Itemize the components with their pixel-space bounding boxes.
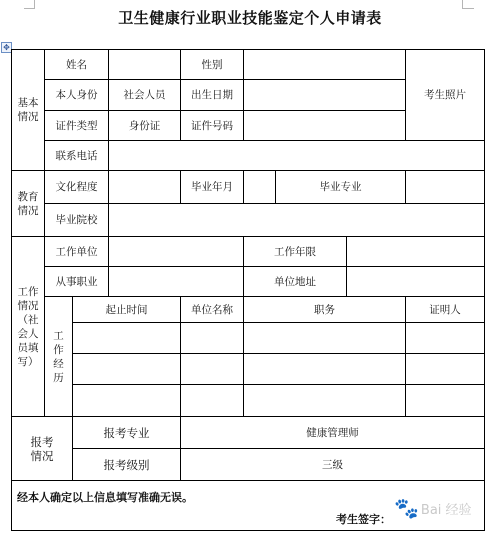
watermark-text: Bai 经验 [420, 502, 472, 518]
education-level-label: 文化程度 [55, 181, 98, 193]
column-header-period: 起止时间 [105, 303, 148, 316]
declaration-statement: 经本人确定以上信息填写准确无误。 [17, 491, 193, 504]
work-section-label [12, 237, 44, 416]
exam-section-label [12, 417, 72, 480]
experience-row-1[interactable] [73, 323, 484, 353]
graduation-date-label: 毕业年月 [191, 181, 233, 193]
gender-field[interactable] [244, 50, 405, 79]
phone-label: 联系电话 [55, 149, 98, 162]
id-number-label: 证件号码 [191, 119, 233, 132]
photo-area[interactable] [406, 50, 484, 140]
experience-row-3[interactable] [73, 385, 484, 416]
signature-label: 考生签字： [336, 513, 391, 526]
id-type-label: 证件类型 [55, 119, 98, 132]
section-label-text: 报考情况 [30, 434, 54, 463]
work-years-label: 工作年限 [274, 245, 316, 258]
exam-major-label: 报考专业 [103, 425, 150, 440]
education-section-label [12, 171, 44, 236]
unit-address-label: 单位地址 [274, 275, 316, 288]
table-border [11, 530, 485, 531]
column-header-position: 职务 [314, 303, 335, 316]
identity-label: 本人身份 [55, 89, 98, 101]
id-type-value[interactable]: 身份证 [128, 119, 161, 132]
work-unit-label: 工作单位 [55, 245, 98, 258]
identity-value[interactable]: 社会人员 [123, 89, 166, 101]
school-label: 毕业院校 [55, 214, 98, 226]
exam-level-value[interactable]: 三级 [322, 458, 343, 471]
name-field[interactable] [109, 50, 180, 79]
phone-field[interactable] [109, 141, 484, 170]
work-experience-label [45, 297, 72, 416]
section-label-text: 教育情况 [17, 190, 39, 217]
graduation-date-field[interactable] [244, 171, 275, 203]
occupation-field[interactable] [109, 267, 243, 296]
education-level-field[interactable] [109, 171, 180, 203]
work-unit-field[interactable] [109, 237, 243, 266]
experience-row-2[interactable] [73, 354, 484, 384]
graduation-major-label: 毕业专业 [319, 181, 362, 193]
form-title: 卫生健康行业职业技能鉴定个人申请表 [118, 9, 382, 27]
section-label-text: 基本情况 [17, 97, 39, 123]
id-number-field[interactable] [244, 111, 405, 140]
gender-label: 性别 [201, 58, 223, 71]
basic-section-label [12, 50, 44, 170]
work-years-field[interactable] [347, 237, 484, 266]
name-label: 姓名 [66, 58, 87, 71]
exam-major-value[interactable]: 健康管理师 [306, 426, 359, 439]
baidu-watermark [394, 488, 490, 528]
birth-date-field[interactable] [244, 80, 405, 110]
column-header-unit-name: 单位名称 [191, 303, 233, 316]
birth-date-label: 出生日期 [191, 89, 233, 101]
unit-address-field[interactable] [347, 267, 484, 296]
table-border [484, 49, 485, 531]
section-label-text: 工作经历 [53, 329, 64, 384]
occupation-label: 从事职业 [55, 275, 98, 288]
section-label-text: 工作情况（社会人员填写） [17, 285, 39, 368]
column-header-witness: 证明人 [429, 303, 461, 316]
table-move-handle-icon[interactable]: ✥ [1, 42, 12, 53]
school-field[interactable] [109, 204, 484, 236]
paw-logo-icon: 🐾 [394, 496, 419, 520]
exam-level-label: 报考级别 [103, 457, 150, 472]
photo-label: 考生照片 [424, 89, 466, 101]
graduation-major-field[interactable] [406, 171, 484, 203]
table-border [11, 480, 485, 481]
